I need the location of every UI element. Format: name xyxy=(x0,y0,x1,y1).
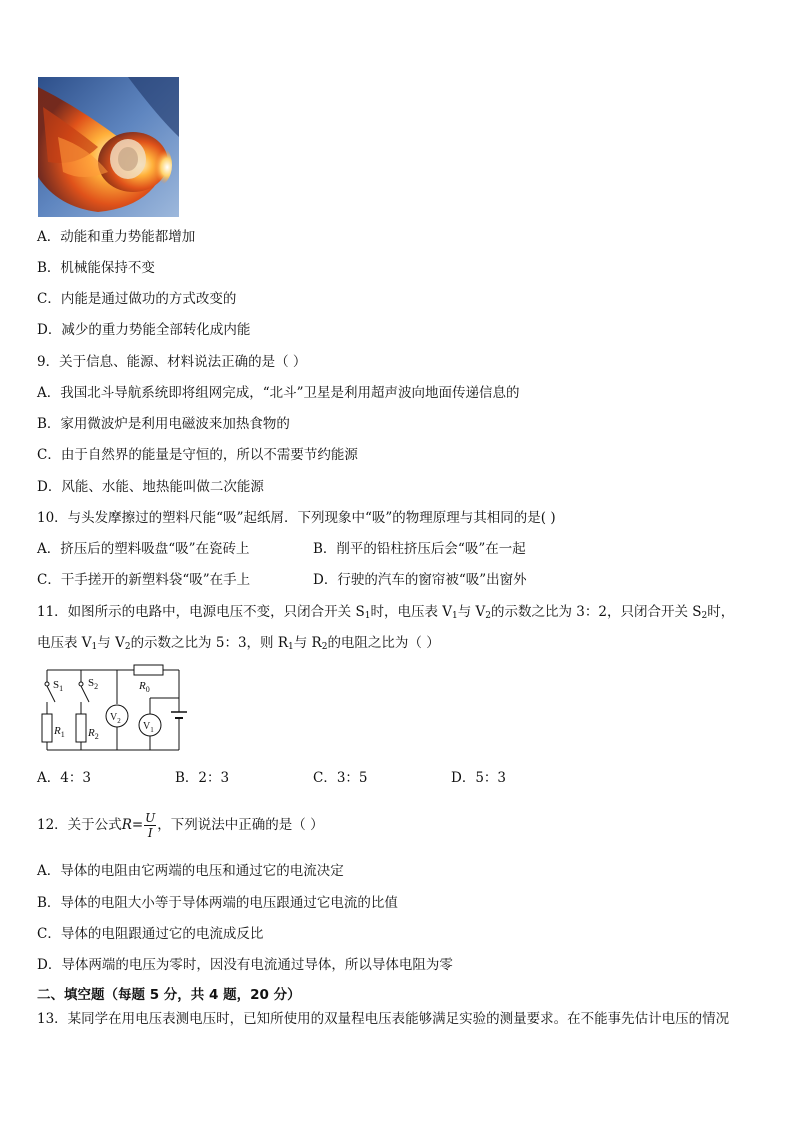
q11-option-b: B．2：3 xyxy=(175,770,230,786)
q10-option-b: B．削平的铅柱挤压后会“吸”在一起 xyxy=(313,541,526,557)
label-r2: $R_2$ xyxy=(88,727,99,741)
q10-option-d: D．行驶的汽车的窗帘被“吸”出窗外 xyxy=(313,572,527,588)
reentry-capsule-image xyxy=(38,77,179,217)
label-s2: $S_2$ xyxy=(88,677,99,691)
section-heading-fill-in: 二、填空题（每题 5 分，共 4 题，20 分） xyxy=(37,987,301,1003)
q12-option-c: C．导体的电阻跟通过它的电流成反比 xyxy=(37,926,264,942)
q11-option-c: C．3：5 xyxy=(313,770,368,786)
label-s1: $S_1$ xyxy=(53,679,64,693)
q8-option-b: B．机械能保持不变 xyxy=(37,260,155,276)
q12-option-a: A．导体的电阻由它两端的电压和通过它的电流决定 xyxy=(37,863,344,879)
label-r0: $R_0$ xyxy=(139,680,150,694)
label-v2: $V_2$ xyxy=(110,712,121,725)
q10-stem: 10．与头发摩擦过的塑料尺能“吸”起纸屑．下列现象中“吸”的物理原理与其相同的是( ) xyxy=(37,510,556,526)
q12-formula-fraction: $\frac{U}{I}$ xyxy=(145,811,156,840)
q13-stem: 13．某同学在用电压表测电压时，已知所使用的双量程电压表能够满足实验的测量要求。在不能事先估计电压的情况 xyxy=(37,1011,730,1027)
label-r1: $R_1$ xyxy=(54,725,65,739)
q9-option-a: A．我国北斗导航系统即将组网完成，“北斗”卫星是利用超声波向地面传递信息的 xyxy=(37,385,520,401)
q12-option-d: D．导体两端的电压为零时，因没有电流通过导体，所以导体电阻为零 xyxy=(37,957,453,973)
q12-option-b: B．导体的电阻大小等于导体两端的电压跟通过它电流的比值 xyxy=(37,895,398,911)
q8-option-c: C．内能是通过做功的方式改变的 xyxy=(37,291,237,307)
label-v1: $V_1$ xyxy=(143,721,154,734)
q10-option-c: C．干手搓开的新塑料袋“吸”在手上 xyxy=(37,572,251,588)
q11-option-d: D．5：3 xyxy=(451,770,507,786)
q11-stem-line2: 电压表 $V_1$与 $V_2$的示数之比为 5：3，则 $R_1$与 $R_2$的电阻之比为（ ） xyxy=(37,635,440,652)
q9-stem: 9．关于信息、能源、材料说法正确的是（ ） xyxy=(37,354,307,370)
q9-option-c: C．由于自然界的能量是守恒的，所以不需要节约能源 xyxy=(37,447,358,463)
q9-option-d: D．风能、水能、地热能叫做二次能源 xyxy=(37,479,264,495)
q8-option-d: D．减少的重力势能全部转化成内能 xyxy=(37,322,251,338)
q11-stem-line1: 11．如图所示的电路中，电源电压不变，只闭合开关 $S_1$时，电压表 $V_1$与 $V_2$的示数之比为 3：2，只闭合开关 $S_2$时， xyxy=(37,604,735,621)
q11-option-a: A．4：3 xyxy=(37,770,91,786)
q12-stem: 12．关于公式R= $\frac{U}{I}$ ，下列说法中正确的是（ ） xyxy=(37,811,324,840)
q9-option-b: B．家用微波炉是利用电磁波来加热食物的 xyxy=(37,416,290,432)
q10-option-a: A．挤压后的塑料吸盘“吸”在瓷砖上 xyxy=(37,541,250,557)
q8-option-a: A．动能和重力势能都增加 xyxy=(37,229,196,245)
q11-circuit-diagram xyxy=(38,664,188,756)
